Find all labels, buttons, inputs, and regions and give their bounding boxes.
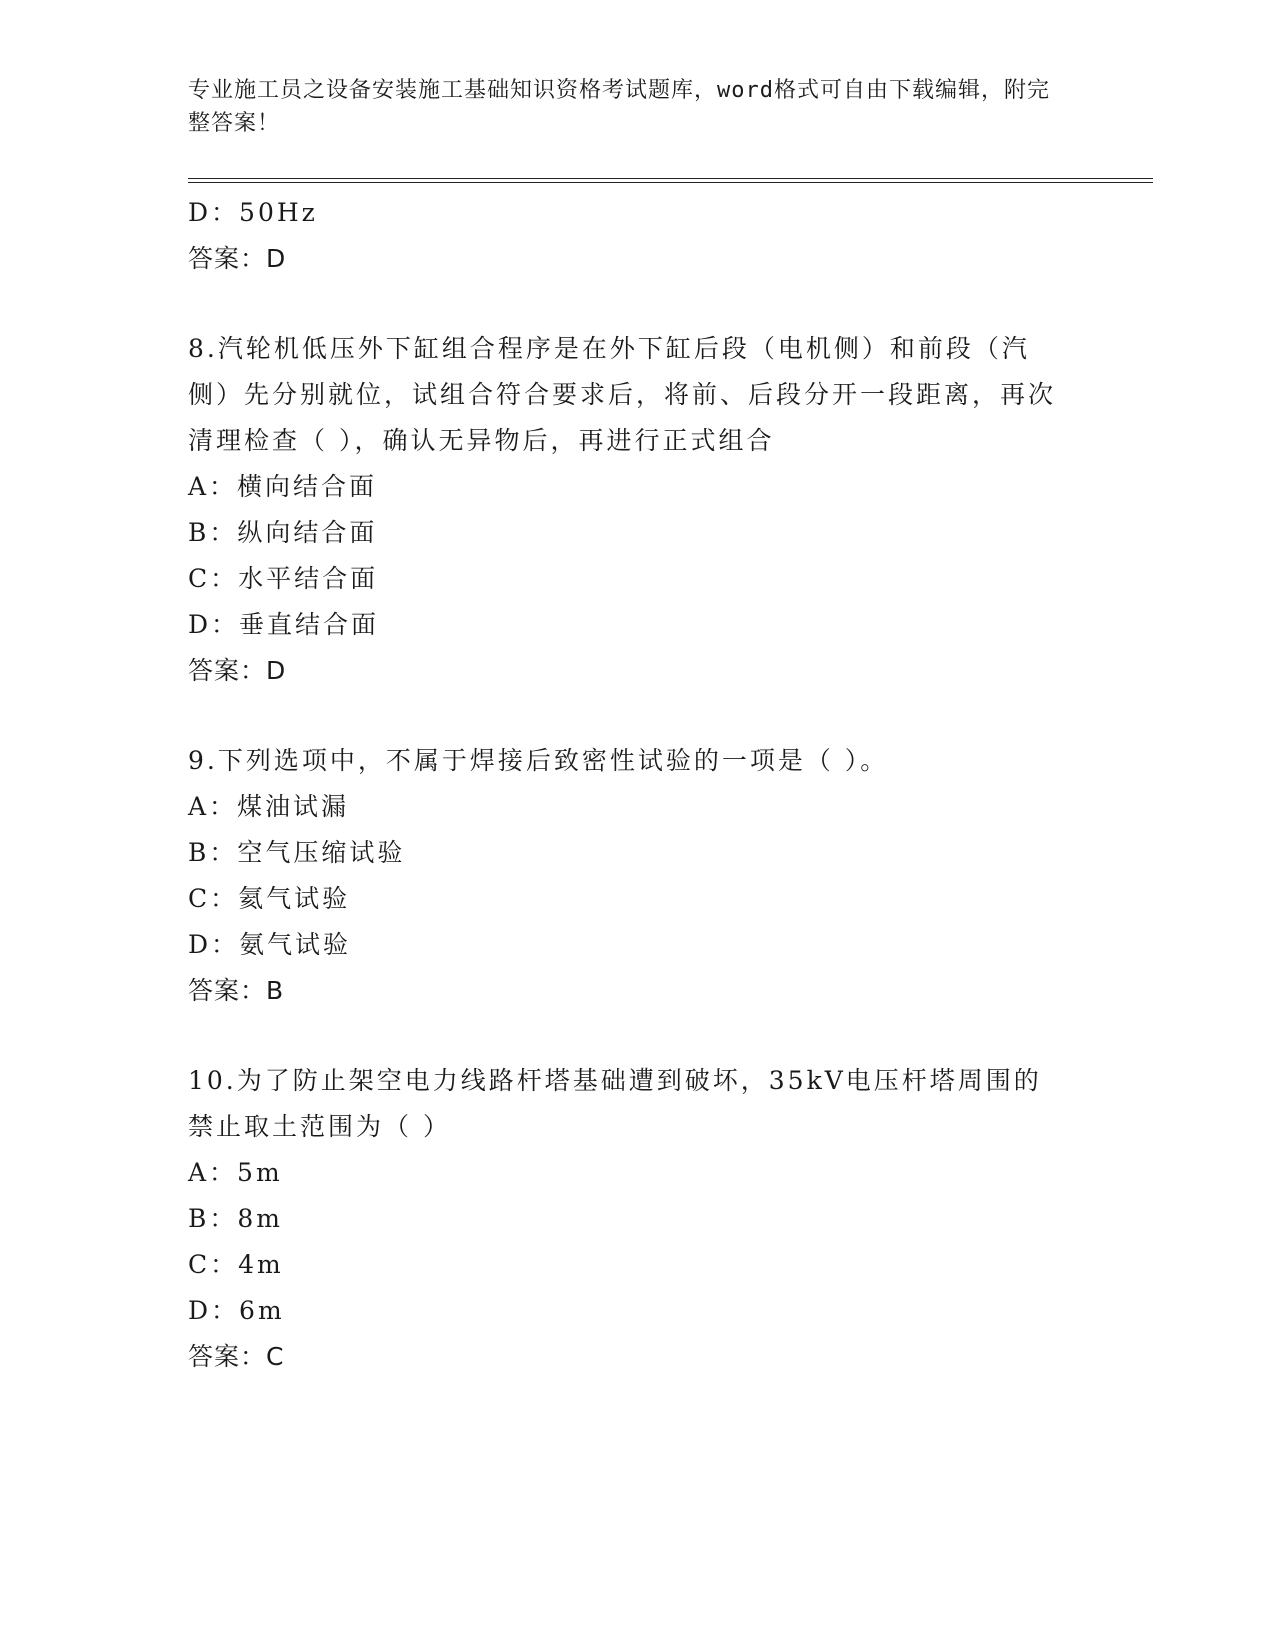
option-b: B：纵向结合面 xyxy=(188,518,378,547)
option-d: D：50Hz xyxy=(188,198,318,227)
option-b: B：8m xyxy=(188,1204,283,1233)
question-stem: 8.汽轮机低压外下缸组合程序是在外下缸后段（电机侧）和前段（汽侧）先分别就位，试组合符合要求后，将前、后段分开一段距离，再次清理检查（ ），确认无异物后，再进行正式组合 xyxy=(188,334,1057,455)
answer-line: 答案：D xyxy=(188,244,287,273)
question-7-tail xyxy=(188,190,1088,282)
header-divider xyxy=(188,178,1153,183)
option-c: C：4m xyxy=(188,1250,284,1279)
question-list xyxy=(188,190,1088,1380)
option-b: B：空气压缩试验 xyxy=(188,838,406,867)
question-8 xyxy=(188,326,1088,694)
option-a: A：5m xyxy=(188,1158,283,1187)
question-9 xyxy=(188,738,1088,1014)
answer-line: 答案：B xyxy=(188,976,285,1005)
question-10 xyxy=(188,1058,1088,1380)
question-stem: 10.为了防止架空电力线路杆塔基础遭到破坏，35kV电压杆塔周围的禁止取土范围为（ ） xyxy=(188,1066,1042,1141)
option-d: D：垂直结合面 xyxy=(188,610,380,639)
option-c: C：氦气试验 xyxy=(188,884,351,913)
option-d: D：6m xyxy=(188,1296,285,1325)
answer-line: 答案：D xyxy=(188,656,287,685)
option-a: A：横向结合面 xyxy=(188,472,378,501)
option-d: D：氨气试验 xyxy=(188,930,352,959)
question-stem: 9.下列选项中，不属于焊接后致密性试验的一项是（ ）。 xyxy=(188,746,889,775)
option-a: A：煤油试漏 xyxy=(188,792,350,821)
answer-line: 答案：C xyxy=(188,1342,285,1371)
document-title: 专业施工员之设备安装施工基础知识资格考试题库，word格式可自由下载编辑，附完整答案！ xyxy=(188,78,1050,136)
page-header xyxy=(188,74,1068,140)
option-c: C：水平结合面 xyxy=(188,564,379,593)
